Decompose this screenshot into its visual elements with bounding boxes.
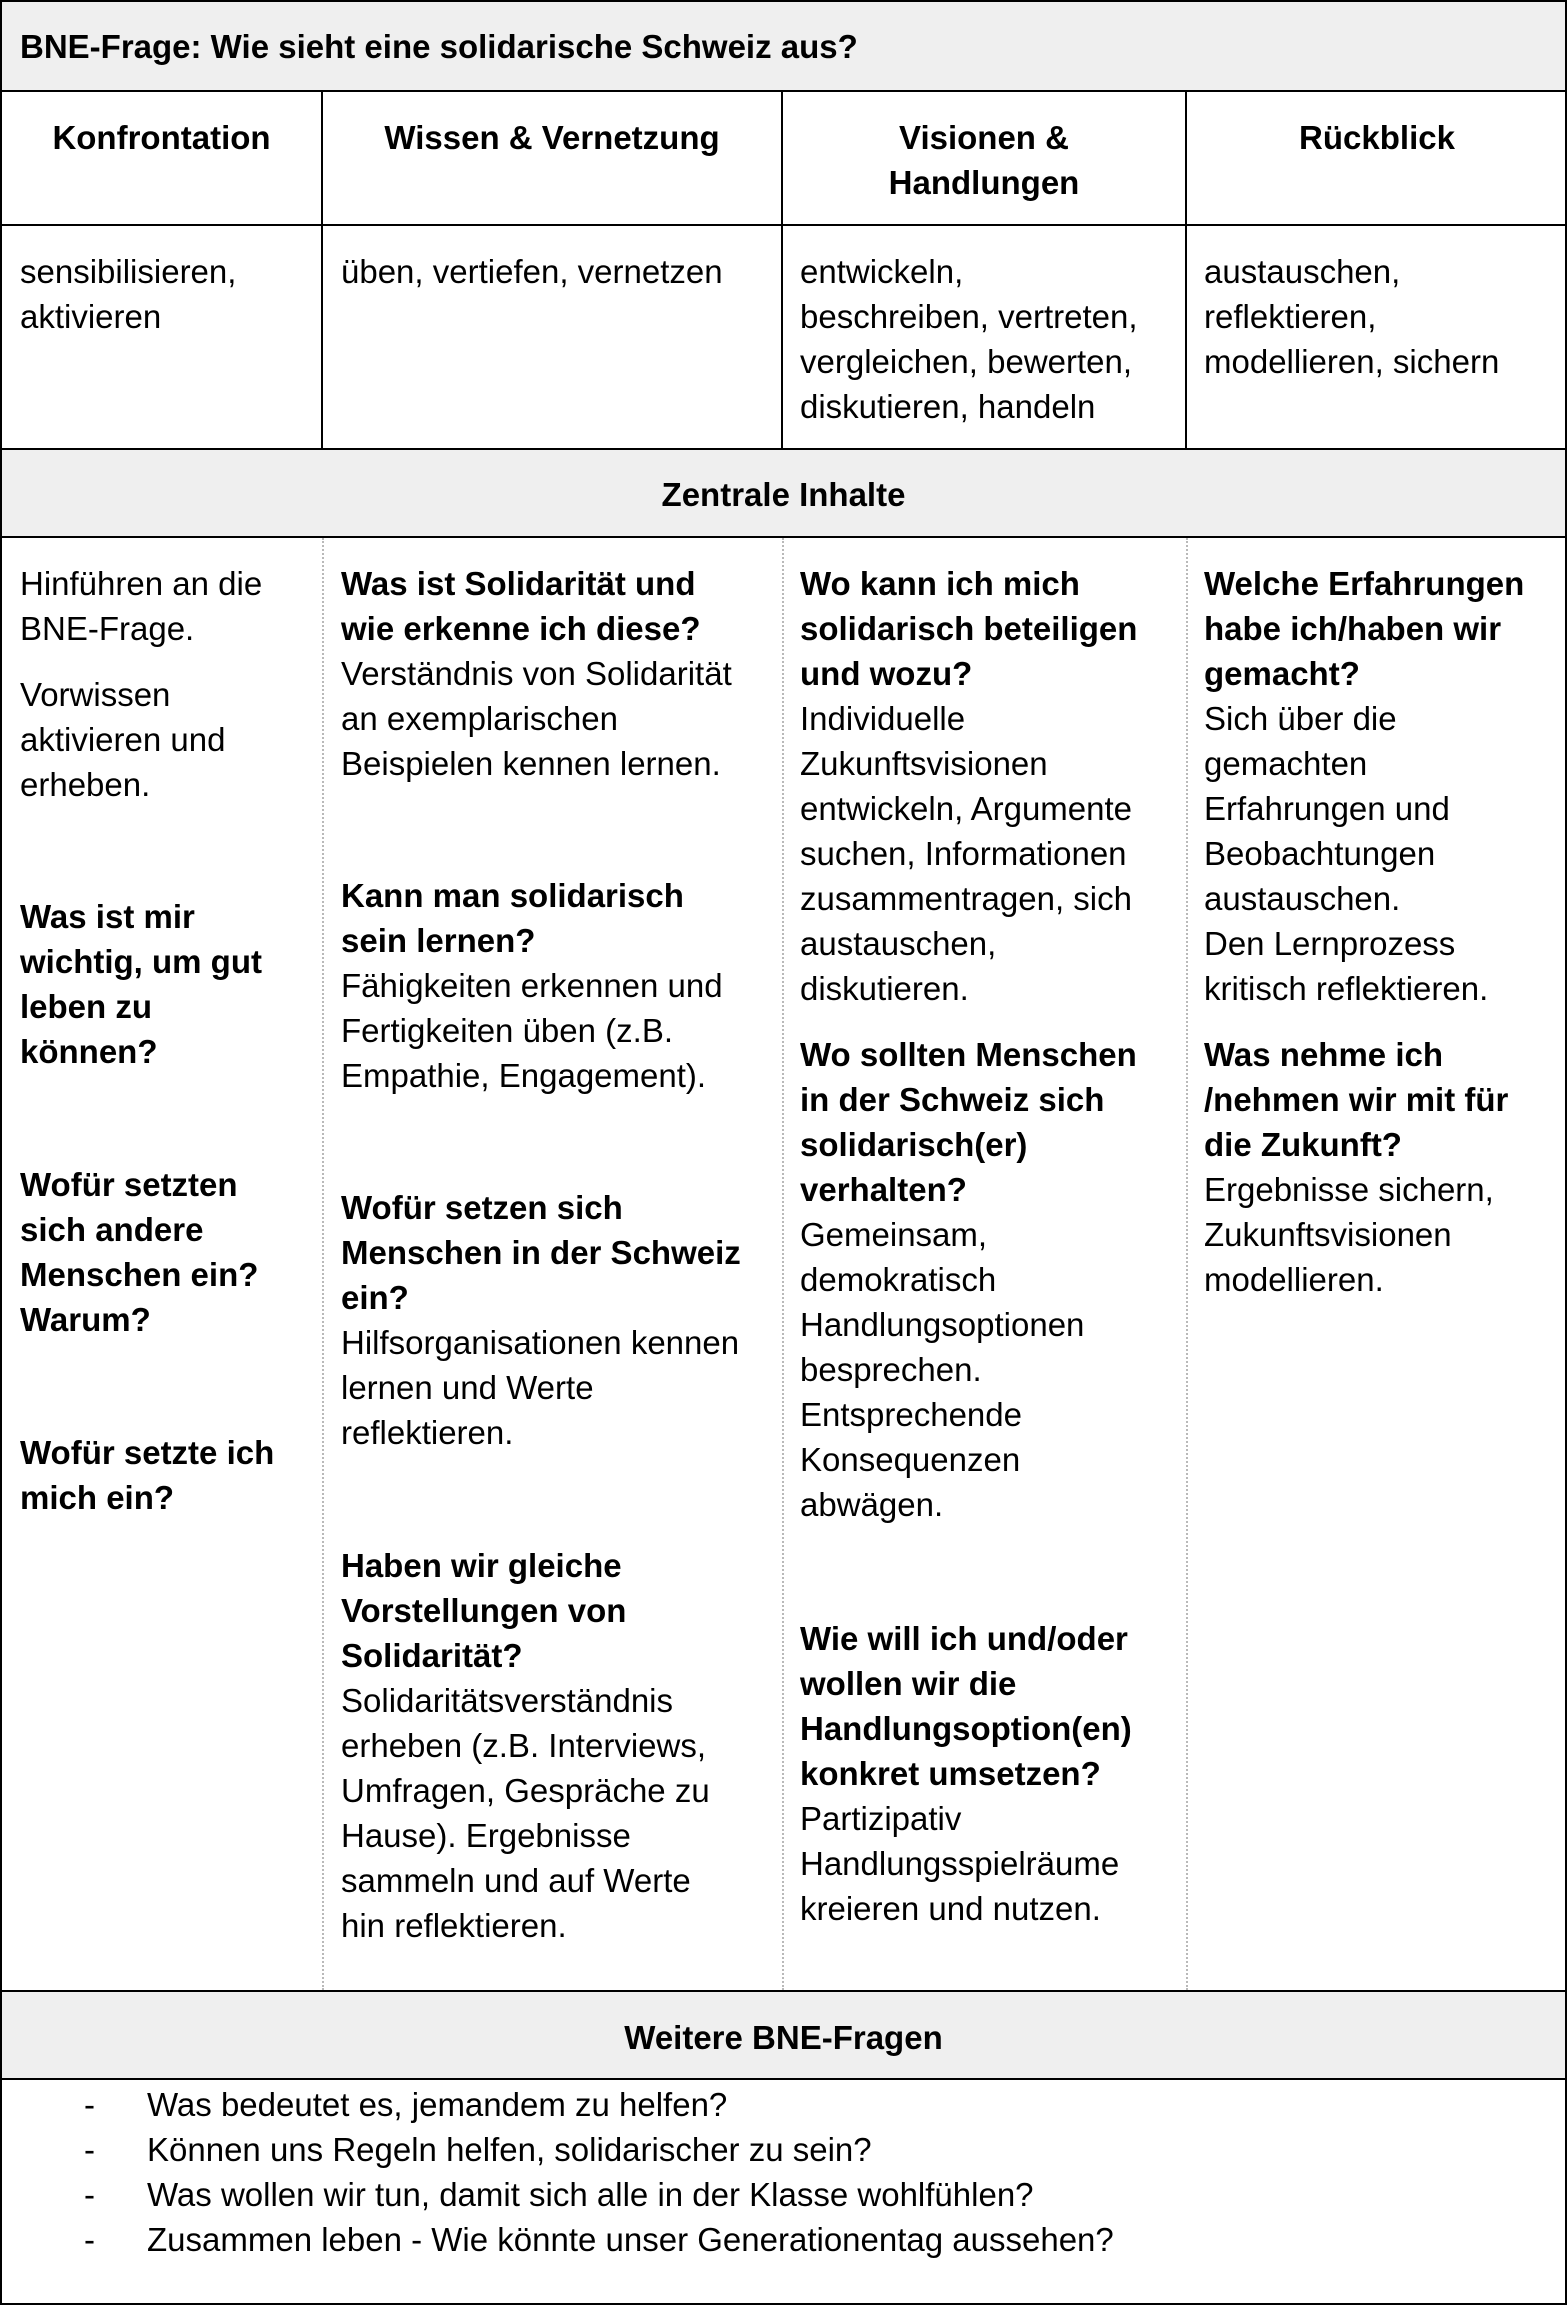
column-heading-visionen: Visionen & Handlungen <box>888 119 1080 201</box>
column-heading-rueckblick: Rückblick <box>1299 119 1455 156</box>
column-heading-konfrontation: Konfrontation <box>52 119 271 156</box>
list-item: - Zusammen leben - Wie könnte unser Generationentag aussehen? <box>84 2221 1114 2258</box>
verbs-rueckblick: austauschen, reflektieren, modellieren, sichern <box>1204 253 1500 380</box>
block-menschen-schweiz: Wofür setzen sich Menschen in der Schweiz ein? Hilfsorganisationen kennen lernen und Werte reflektieren. <box>341 1189 741 1451</box>
verbs-visionen: entwickeln, beschreiben, vertreten, vergleichen, bewerten, diskutieren, handeln <box>800 253 1138 425</box>
block-gleiche-vorstellungen: Haben wir gleiche Vorstellungen von Solidarität? Solidaritätsverständnis erheben (z.B. Interviews, Umfragen, Gespräche zu Hause). Ergebnisse sammeln und auf Werte hin reflektieren. <box>341 1547 710 1944</box>
verbs-wissen: üben, vertiefen, vernetzen <box>341 253 723 290</box>
block-erfahrungen: Welche Erfahrungen habe ich/haben wir gemacht? Sich über die gemachten Erfahrungen und Beobachtungen austauschen. Den Lernprozess kritisch reflektieren. <box>1204 565 1525 1007</box>
list-item: - Was wollen wir tun, damit sich alle in der Klasse wohlfühlen? <box>84 2176 1034 2213</box>
verbs-konfrontation: sensibilisieren, aktivieren <box>20 253 237 335</box>
column-heading-wissen: Wissen & Vernetzung <box>384 119 720 156</box>
block-solidaritaet-erkennen: Was ist Solidarität und wie erkenne ich diese? Verständnis von Solidarität an exemplarischen Beispielen kennen lernen. <box>341 565 732 782</box>
page-title: BNE-Frage: Wie sieht eine solidarische Schweiz aus? <box>20 28 858 65</box>
question-wichtig: Was ist mir wichtig, um gut leben zu können? <box>20 898 262 1070</box>
content-konfrontation-intro: Hinführen an die BNE-Frage. Vorwissen aktivieren und erheben. <box>20 565 263 803</box>
weitere-fragen-list <box>2 2082 1565 2262</box>
question-setzte-ich-mich-ein: Wofür setzte ich mich ein? <box>20 1434 275 1516</box>
weitere-fragen-heading: Weitere BNE-Fragen <box>624 2019 943 2056</box>
list-item: - Was bedeutet es, jemandem zu helfen? <box>84 2086 728 2123</box>
question-andere-menschen: Wofür setzten sich andere Menschen ein? Warum? <box>20 1166 259 1338</box>
block-beteiligen: Wo kann ich mich solidarisch beteiligen und wozu? Individuelle Zukunftsvisionen entwickeln, Argumente suchen, Informationen zusammentragen, sich austauschen, diskutieren. <box>800 565 1138 1007</box>
block-umsetzen: Wie will ich und/oder wollen wir die Handlungsoption(en) konkret umsetzen? Partizipativ Handlungsspielräume kreieren und nutzen. <box>800 1620 1132 1927</box>
zentrale-inhalte-heading: Zentrale Inhalte <box>661 476 906 513</box>
list-item: - Können uns Regeln helfen, solidarischer zu sein? <box>84 2131 872 2168</box>
block-zukunft: Was nehme ich /nehmen wir mit für die Zukunft? Ergebnisse sichern, Zukunftsvisionen modellieren. <box>1204 1036 1509 1298</box>
block-solidarisch-lernen: Kann man solidarisch sein lernen? Fähigkeiten erkennen und Fertigkeiten üben (z.B. Empathie, Engagement). <box>341 877 723 1094</box>
block-solidarisch-verhalten: Wo sollten Menschen in der Schweiz sich solidarisch(er) verhalten? Gemeinsam, demokratisch Handlungsoptionen besprechen. Entsprechende Konsequenzen abwägen. <box>800 1036 1137 1523</box>
